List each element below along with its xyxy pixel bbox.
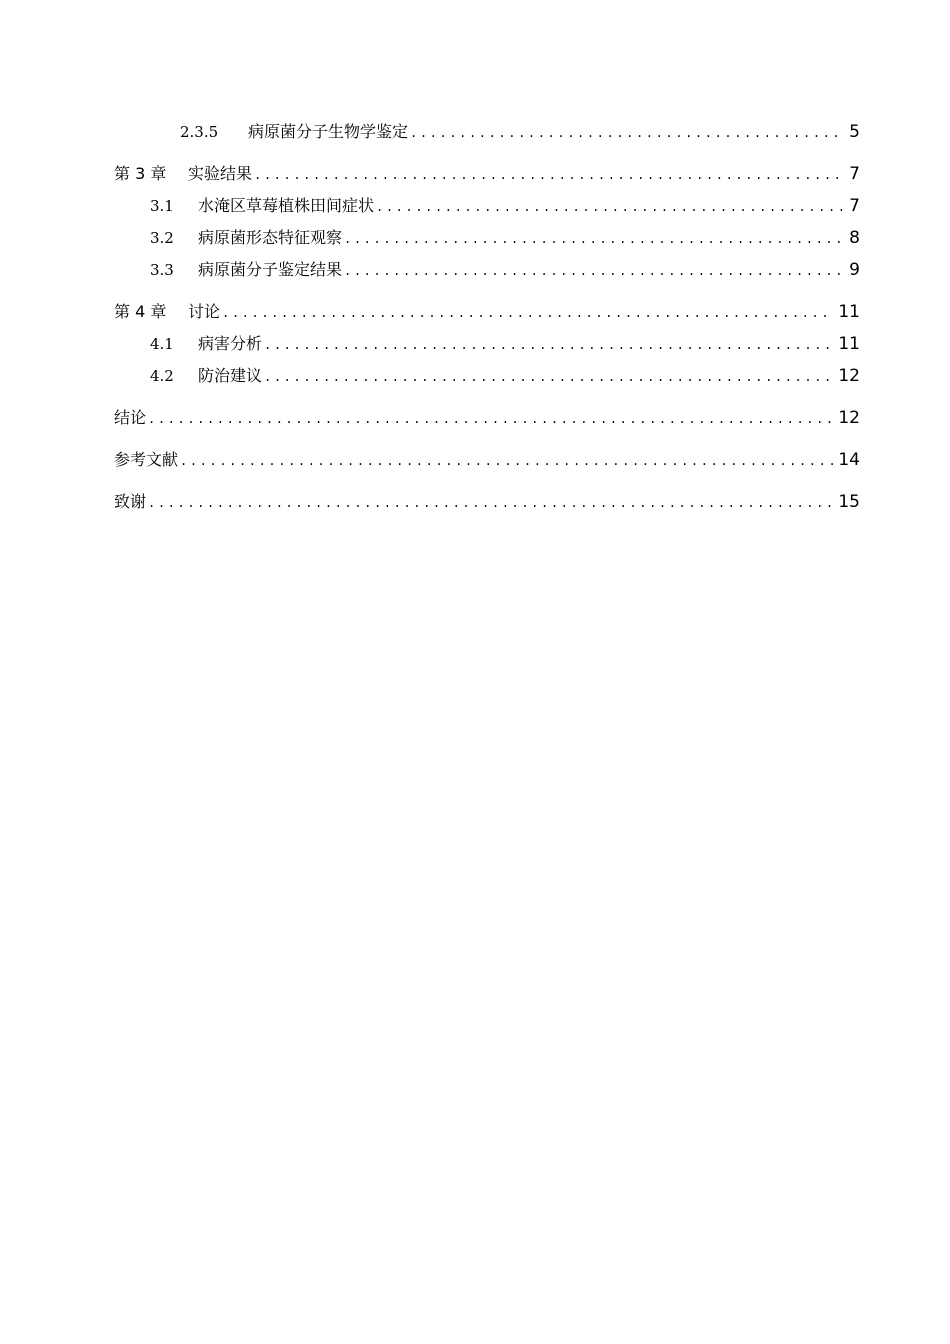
toc-entry-chapter-3[interactable] [114,158,860,190]
toc-entry-title: 病原菌分子鉴定结果 [198,260,343,279]
toc-dot-leader [344,255,845,287]
toc-dot-leader [410,117,845,149]
table-of-contents [114,116,860,518]
toc-entry-page-number: 11 [838,302,860,322]
toc-dot-leader [180,445,834,477]
toc-entry-title: 讨论 [188,302,221,321]
toc-entry-acknowledgements[interactable] [114,486,860,518]
toc-entry-title: 病害分析 [198,334,263,353]
toc-entry-number: 2.3.5 [180,123,219,141]
toc-entry-references[interactable] [114,444,860,476]
toc-entry-2-3-5[interactable] [114,116,860,148]
toc-entry-3-3[interactable] [114,254,860,286]
toc-entry-number: 3.3 [150,261,174,279]
toc-entry-page-number: 12 [838,408,860,428]
toc-entry-page-number: 5 [849,122,860,142]
toc-entry-page-number: 8 [849,228,860,248]
toc-entry-chapter-4[interactable] [114,296,860,328]
toc-entry-title: 实验结果 [188,164,253,183]
toc-dot-leader [376,191,845,223]
toc-entry-title: 水淹区草莓植株田间症状 [198,196,375,215]
toc-entry-page-number: 9 [849,260,860,280]
toc-entry-title: 病原菌形态特征观察 [198,228,343,247]
toc-entry-number: 第 4 章 [114,302,167,321]
toc-entry-number: 4.1 [150,335,174,353]
toc-entry-page-number: 7 [849,164,860,184]
toc-entry-page-number: 11 [838,334,860,354]
toc-entry-4-1[interactable] [114,328,860,360]
toc-entry-page-number: 12 [838,366,860,386]
toc-entry-title: 参考文献 [114,450,179,469]
toc-entry-number: 3.2 [150,229,174,247]
toc-entry-conclusion[interactable] [114,402,860,434]
toc-dot-leader [148,403,834,435]
toc-entry-title: 病原菌分子生物学鉴定 [248,122,409,141]
toc-dot-leader [254,159,845,191]
toc-dot-leader [264,329,834,361]
toc-entry-title: 致谢 [114,492,147,511]
toc-entry-title: 防治建议 [198,366,263,385]
toc-dot-leader [344,223,845,255]
toc-entry-3-2[interactable] [114,222,860,254]
toc-entry-number: 第 3 章 [114,164,167,183]
toc-entry-number: 3.1 [150,197,174,215]
toc-entry-number: 4.2 [150,367,174,385]
toc-dot-leader [264,361,834,393]
toc-entry-page-number: 15 [838,492,860,512]
toc-entry-4-2[interactable] [114,360,860,392]
toc-entry-title: 结论 [114,408,147,427]
toc-dot-leader [222,297,834,329]
toc-entry-page-number: 14 [838,450,860,470]
toc-entry-page-number: 7 [849,196,860,216]
toc-dot-leader [148,487,834,519]
toc-entry-3-1[interactable] [114,190,860,222]
